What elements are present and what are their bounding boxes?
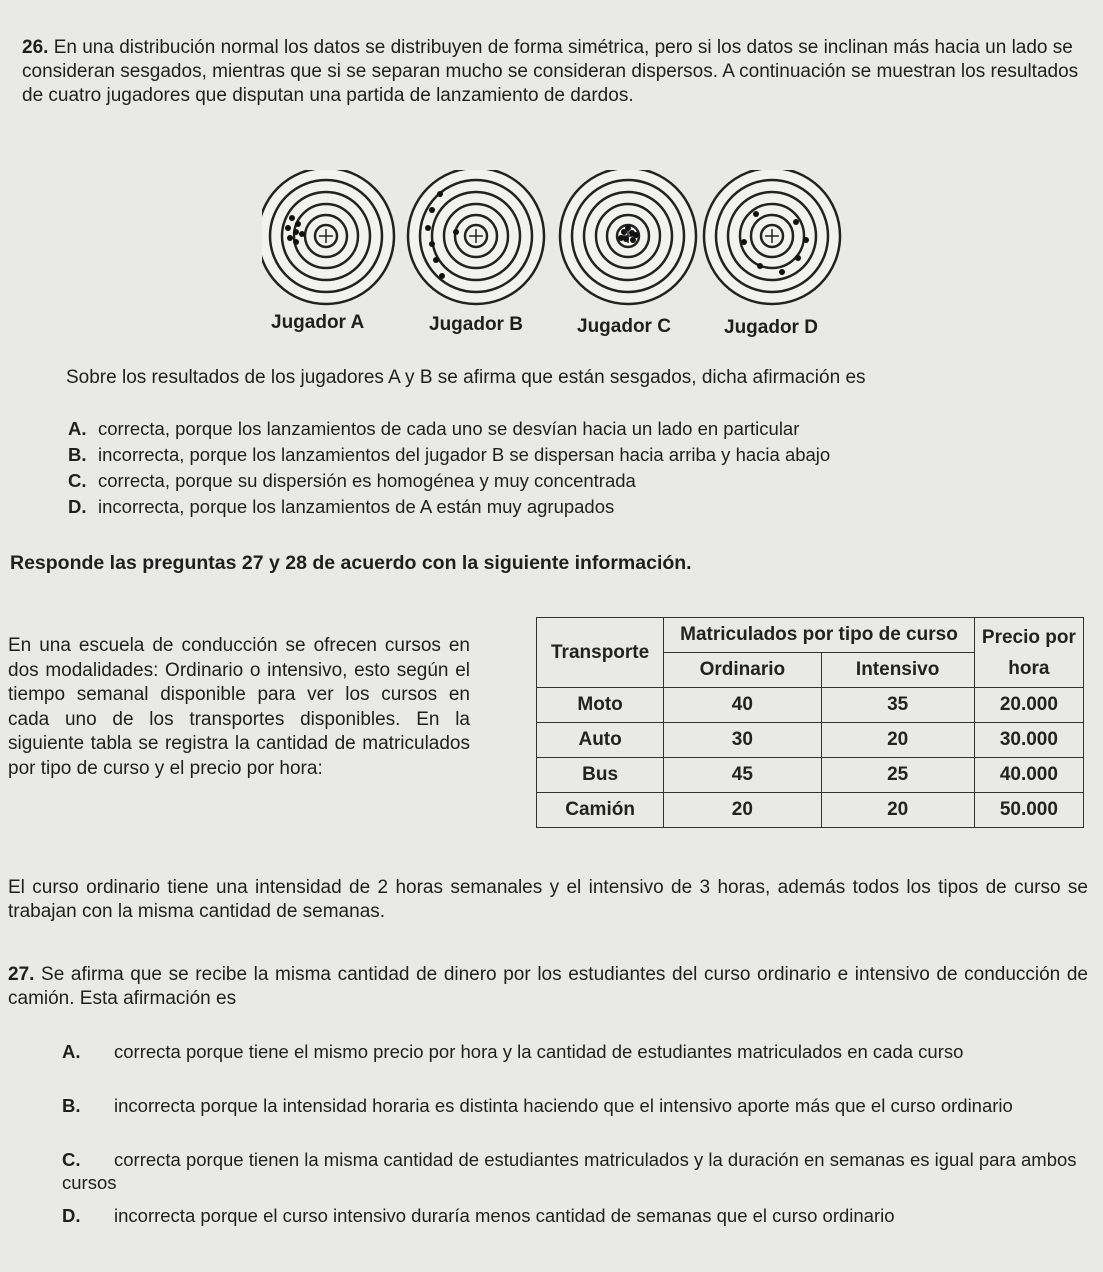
course-intensity-note: El curso ordinario tiene una intensidad de 2 horas semanales y el intensivo de 3 horas, además todos los tipos de curso se trabajan con la misma cantidad de semanas.: [8, 877, 1088, 922]
target-player-d: [704, 170, 840, 304]
th-enrolled: Matriculados por tipo de curso: [664, 618, 975, 653]
q26-number: 26.: [22, 37, 49, 58]
target-player-a: [262, 170, 394, 304]
label-player-d: Jugador D: [724, 317, 818, 338]
th-ordinary: Ordinario: [664, 653, 821, 688]
q26-option-a[interactable]: A. correcta, porque los lanzamientos de cada uno se desvían hacia un lado en particular: [68, 418, 800, 439]
q26-prompt: Sobre los resultados de los jugadores A y B se afirma que están sesgados, dicha afirmación es: [66, 367, 866, 388]
q27-text: Se afirma que se recibe la misma cantidad de dinero por los estudiantes del curso ordinario e intensivo de conducción de camión. Esta afirmación es: [8, 964, 1089, 1009]
q27-option-b[interactable]: B. incorrecta porque la intensidad horaria es distinta haciendo que el intensivo aporte más que el curso ordinario: [62, 1095, 1013, 1116]
q26-option-d[interactable]: D. incorrecta, porque los lanzamientos de A están muy agrupados: [68, 496, 615, 517]
q26-text: En una distribución normal los datos se distribuyen de forma simétrica, pero si los datos se inclinan más hacia un lado se consideran sesgados, mientras que si se separan mucho se consideran dispersos. A continuación se muestran los resultados de cuatro jugadores que disputan una partida de lanzamiento de dardos.: [22, 37, 1079, 106]
q26-option-b[interactable]: B. incorrecta, porque los lanzamientos del jugador B se dispersan hacia arriba y hacia abajo: [68, 444, 831, 465]
q27-option-c[interactable]: C. correcta porque tienen la misma cantidad de estudiantes matriculados y la duración en semanas es igual para ambos cursos: [62, 1149, 1077, 1193]
driving-school-context: En una escuela de conducción se ofrecen cursos en dos modalidades: Ordinario o intensivo, esto según el tiempo semanal disponible para ver los cursos en cada uno de los transportes disponibles. En la siguiente tabla se registra la cantidad de matriculados por tipo de curso y el precio por hora:: [8, 635, 470, 779]
th-intensive: Intensivo: [821, 653, 974, 688]
q27-option-a[interactable]: A. correcta porque tiene el mismo precio por hora y la cantidad de estudiantes matriculados en cada curso: [62, 1041, 964, 1062]
table-row: Moto 40 35 20.000: [537, 688, 1084, 723]
intro-27-28: Responde las preguntas 27 y 28 de acuerdo con la siguiente información.: [10, 552, 692, 574]
table-row: Camión 20 20 50.000: [537, 793, 1084, 828]
th-transport: Transporte: [537, 618, 664, 688]
th-price: Precio por hora: [974, 618, 1083, 688]
label-player-b: Jugador B: [429, 314, 523, 335]
q27-option-d[interactable]: D. incorrecta porque el curso intensivo duraría menos cantidad de semanas que el curso ordinario: [62, 1205, 895, 1226]
enrollment-table: [536, 617, 1084, 828]
target-player-b: [408, 170, 544, 304]
q27-number: 27.: [8, 964, 35, 985]
table-row: Bus 45 25 40.000: [537, 758, 1084, 793]
table-row: Auto 30 20 30.000: [537, 723, 1084, 758]
q27-text-block: [8, 963, 1088, 1011]
label-player-a: Jugador A: [271, 312, 365, 333]
q26-text-block: [22, 36, 1082, 108]
q26-option-c[interactable]: C. correcta, porque su dispersión es homogénea y muy concentrada: [68, 470, 636, 491]
target-player-c: [560, 170, 696, 304]
label-player-c: Jugador C: [577, 316, 671, 337]
